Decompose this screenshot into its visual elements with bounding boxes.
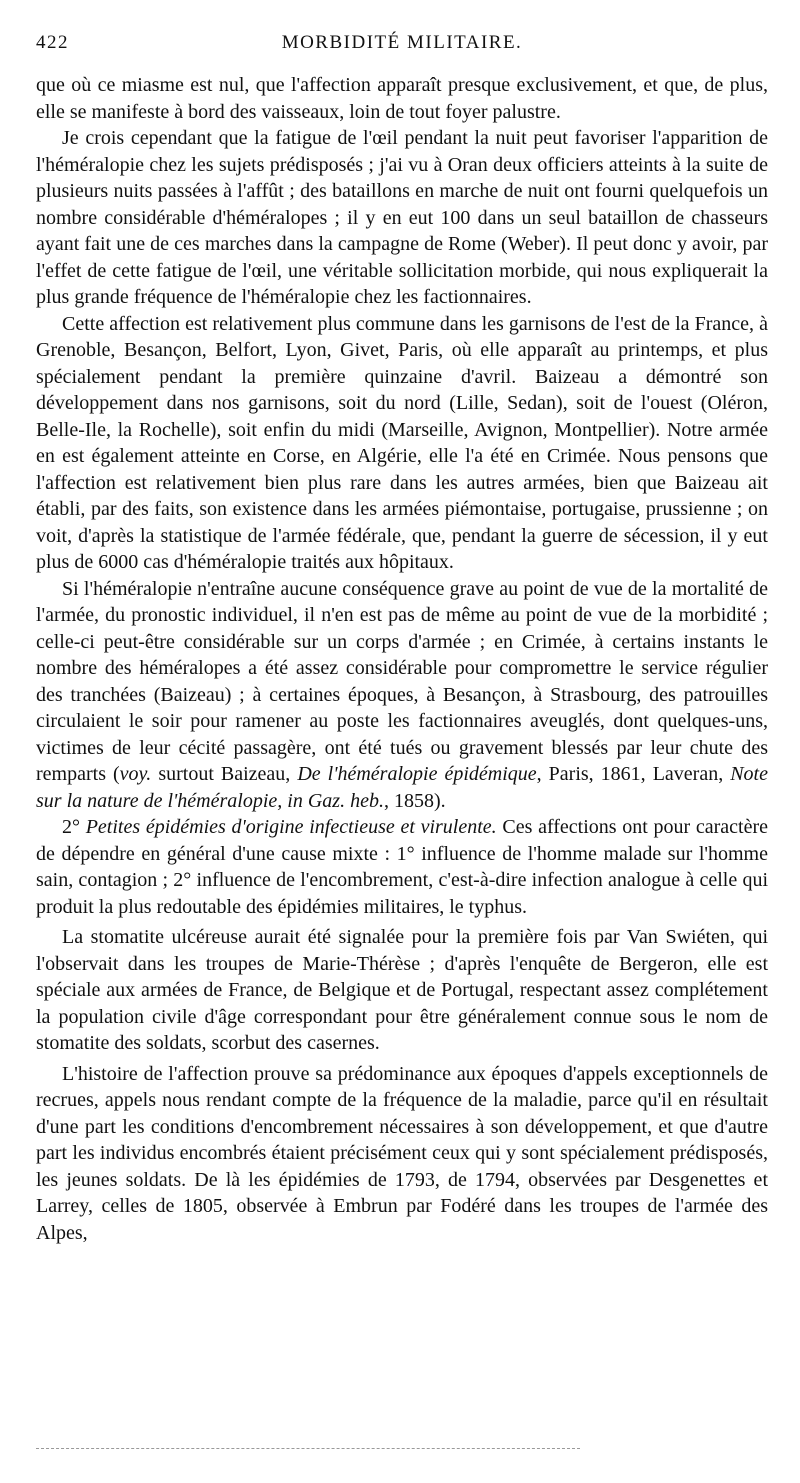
- paragraph-stomatite: La stomatite ulcéreuse aurait été signalée pour la première fois par Van Swiéten, qui l'observait dans les troupes de Marie-Thérèse ; d'après l'enquête de Bergeron, elle est spéciale aux armées de France, de Belgique et de Portugal, respectant assez complétement la population civile d'âge correspondant pour être généralement connue sous le nom de stomatite des soldats, scorbut des casernes.: [36, 926, 768, 1054]
- section-text: Ces affections ont pour caractère de dépendre en général d'une cause mixte : 1° influence de l'homme malade sur l'homme sain, contagion ; 2° influence de l'encombrement, c'est-à-dire infection analogue à celle qui produit la plus redoutable des épidémies militaires, le typhus.: [36, 816, 769, 918]
- running-title: MORBIDITÉ MILITAIRE.: [281, 32, 523, 53]
- paragraph-continuation: que où ce miasme est nul, que l'affection apparaît presque exclusivement, et que, de plus, elle se manifeste à bord des vaisseaux, loin de tout foyer palustre.: [36, 74, 768, 123]
- section-petites-epidemies: [36, 814, 768, 920]
- section-title: Petites épidémies d'origine infectieuse et virulente.: [85, 816, 497, 838]
- reference-connector-1: surtout Baizeau,: [151, 763, 298, 785]
- section-number: 2°: [62, 816, 86, 838]
- reference-voy: voy.: [119, 763, 152, 785]
- footer-rule: [36, 1448, 580, 1449]
- page-header: [36, 28, 768, 58]
- body-text: [36, 72, 768, 1246]
- paragraph-morbidity: [36, 576, 768, 815]
- reference-title-baizeau: De l'héméralopie épidémique: [297, 763, 537, 785]
- paragraph-morbidity-text: Si l'héméralopie n'entraîne aucune conséquence grave au point de vue de la mortalité de l'armée, du pronostic individuel, il n'en est pas de même au point de vue de la morbidité ; celle-ci peut-être considérable sur un corps d'armée ; en Crimée, à certains instants le nombre des héméralopes a été assez considérable pour compromettre le service régulier des tranchées (Baizeau) ; à certaines époques, à Besançon, à Strasbourg, des patrouilles circulaient le soir pour ramener au poste les factionnaires aveuglés, dont quelques-uns, victimes de leur cécité passagère, ont été tués ou gravement blessés par leur chute des remparts (: [36, 577, 768, 785]
- paragraph-eye-fatigue: Je crois cependant que la fatigue de l'œil pendant la nuit peut favoriser l'apparition de l'héméralopie chez les sujets prédisposés ; j'ai vu à Oran deux officiers atteints à la suite de plusieurs nuits passées à l'affût ; des bataillons en marche de nuit ont fourni quelquefois un nombre considérable d'héméralopes ; il y en eut 100 dans un seul bataillon de chasseurs ayant fait une de ces marches dans la campagne de Rome (Weber). Il peut donc y avoir, par l'effet de cette fatigue de l'œil, une véritable sollicitation morbide, qui nous expliquerait la plus grande fréquence de l'héméralopie chez les factionnaires.: [36, 127, 768, 308]
- paragraph-garrisons: Cette affection est relativement plus commune dans les garnisons de l'est de la France, à Grenoble, Besançon, Belfort, Lyon, Givet, Paris, où elle apparaît au printemps, et plus spécialement pendant la première quinzaine d'avril. Baizeau a démontré son développement dans nos garnisons, soit du nord (Lille, Sedan), soit de l'ouest (Oléron, Belle-Ile, la Rochelle), soit enfin du midi (Marseille, Avignon, Montpellier). Notre armée en est également atteinte en Corse, en Algérie, elle l'a été en Crimée. Nous pensons que l'affection est relativement bien plus rare dans les autres armées, bien que Baizeau ait établi, par des faits, son existence dans les armées piémontaise, portugaise, prussienne ; on voit, d'après la statistique de l'armée fédérale, que, pendant la guerre de sécession, il y eut plus de 6000 cas d'héméralopie traités aux hôpitaux.: [36, 312, 768, 573]
- reference-title-laveran: Note sur la nature de l'héméralopie, in Gaz. heb.: [36, 763, 768, 812]
- page-number: 422: [36, 32, 69, 53]
- paragraph-history: L'histoire de l'affection prouve sa prédominance aux époques d'appels exceptionnels de recrues, appels nous rendant compte de la fréquence de la maladie, parce qu'il en résultait d'une part les conditions d'encombrement nécessaires à son développement, et que d'autre part les individus encombrés étaient précisément ceux qui y sont spécialement prédisposés, les jeunes soldats. De là les épidémies de 1793, de 1794, observées par Desgenettes et Larrey, celles de 1805, observée à Embrun par Fodéré dans les troupes de l'armée des Alpes,: [36, 1062, 768, 1244]
- reference-connector-2: , Paris, 1861, Laveran,: [536, 763, 731, 785]
- reference-end: , 1858).: [383, 789, 446, 812]
